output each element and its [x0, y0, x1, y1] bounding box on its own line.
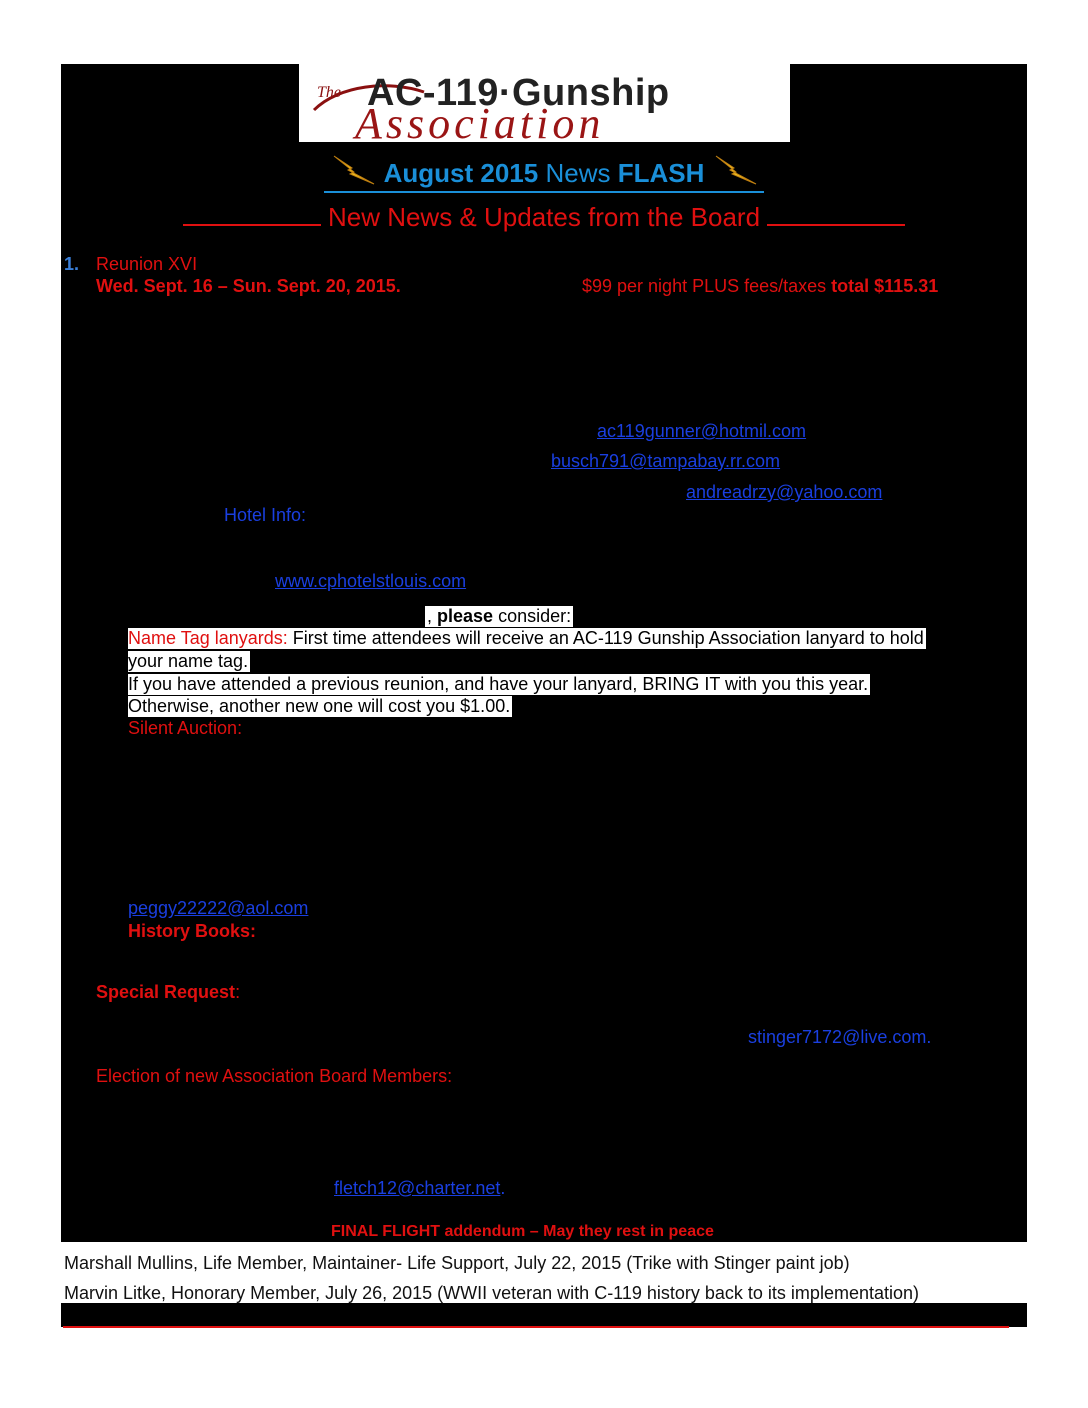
subhead-rule-left — [183, 224, 321, 226]
email-ac119gunner[interactable]: ac119gunner@hotmil.com — [597, 421, 807, 441]
please-bold: please — [437, 606, 494, 626]
lanyards-line-1 — [128, 628, 926, 649]
red-divider — [63, 1326, 1009, 1328]
lanyards-line-3: If you have attended a previous reunion, and have your lanyard, BRING IT with you this year. — [128, 674, 869, 694]
consider-text: consider: — [493, 606, 572, 626]
headline-news: News — [545, 158, 611, 188]
headline — [0, 158, 1088, 193]
final-flight-heading: FINAL FLIGHT addendum – May they rest in peace — [331, 1223, 714, 1240]
hotel-info-label: Hotel Info: — [224, 505, 307, 525]
lanyards-line-2: your name tag. — [128, 651, 249, 671]
email-busch791[interactable]: busch791@tampabay.rr.com — [551, 451, 781, 471]
please-consider — [425, 606, 573, 627]
history-books-label: History Books: — [128, 921, 257, 941]
final-flight-entry: Marshall Mullins, Life Member, Maintainer- Life Support, July 22, 2015 (Trike with Stinger paint job) — [64, 1253, 850, 1273]
lightning-bolt-icon — [330, 152, 378, 188]
special-request-colon: : — [235, 982, 241, 1002]
email-stinger7172[interactable]: stinger7172@live.com. — [748, 1027, 932, 1047]
comma: , — [427, 606, 438, 626]
special-request-label: Special Request — [96, 982, 236, 1002]
subhead-rule-right — [767, 224, 905, 226]
headline-text — [324, 158, 765, 193]
item-number: 1. — [64, 254, 80, 274]
room-rate-text: $99 per night PLUS fees/taxes — [582, 276, 832, 296]
lanyards-label: Name Tag lanyards: — [128, 628, 288, 648]
subhead — [0, 202, 1088, 233]
lanyards-line-4: Otherwise, another new one will cost you $1.00. — [128, 696, 511, 716]
subhead-text: New News & Updates from the Board — [327, 202, 761, 232]
email-andreadrzy[interactable]: andreadrzy@yahoo.com — [686, 482, 883, 502]
headline-flash: FLASH — [617, 158, 705, 188]
lanyards-text-1: First time attendees will receive an AC-119 Gunship Association lanyard to hold — [287, 628, 924, 648]
lightning-bolt-icon — [712, 152, 760, 188]
special-request — [96, 982, 240, 1003]
email-fletch12[interactable]: fletch12@charter.net — [334, 1178, 501, 1198]
logo-main: AC-119·Gunship — [367, 72, 670, 114]
black-footer-panel — [61, 1303, 1027, 1327]
election-email-line — [334, 1178, 505, 1199]
reunion-dates: Wed. Sept. 16 – Sun. Sept. 20, 2015. — [96, 276, 401, 296]
logo-the: The — [317, 84, 341, 101]
logo-association: Association — [355, 99, 605, 148]
room-rate — [582, 276, 938, 297]
hotel-website-link[interactable]: www.cphotelstlouis.com — [275, 571, 467, 591]
reunion-title: Reunion XVI — [96, 254, 198, 274]
association-logo — [299, 64, 790, 148]
email-peggy22222[interactable]: peggy22222@aol.com — [128, 898, 309, 918]
final-flight-entry: Marvin Litke, Honorary Member, July 26, 2015 (WWII veteran with C-119 history back to its implementation) — [64, 1283, 919, 1303]
headline-month: August 2015 — [383, 158, 539, 188]
silent-auction-label: Silent Auction: — [128, 718, 243, 738]
room-rate-total: total $115.31 — [831, 276, 939, 296]
election-label: Election of new Association Board Members: — [96, 1066, 453, 1086]
election-period: . — [500, 1178, 506, 1198]
